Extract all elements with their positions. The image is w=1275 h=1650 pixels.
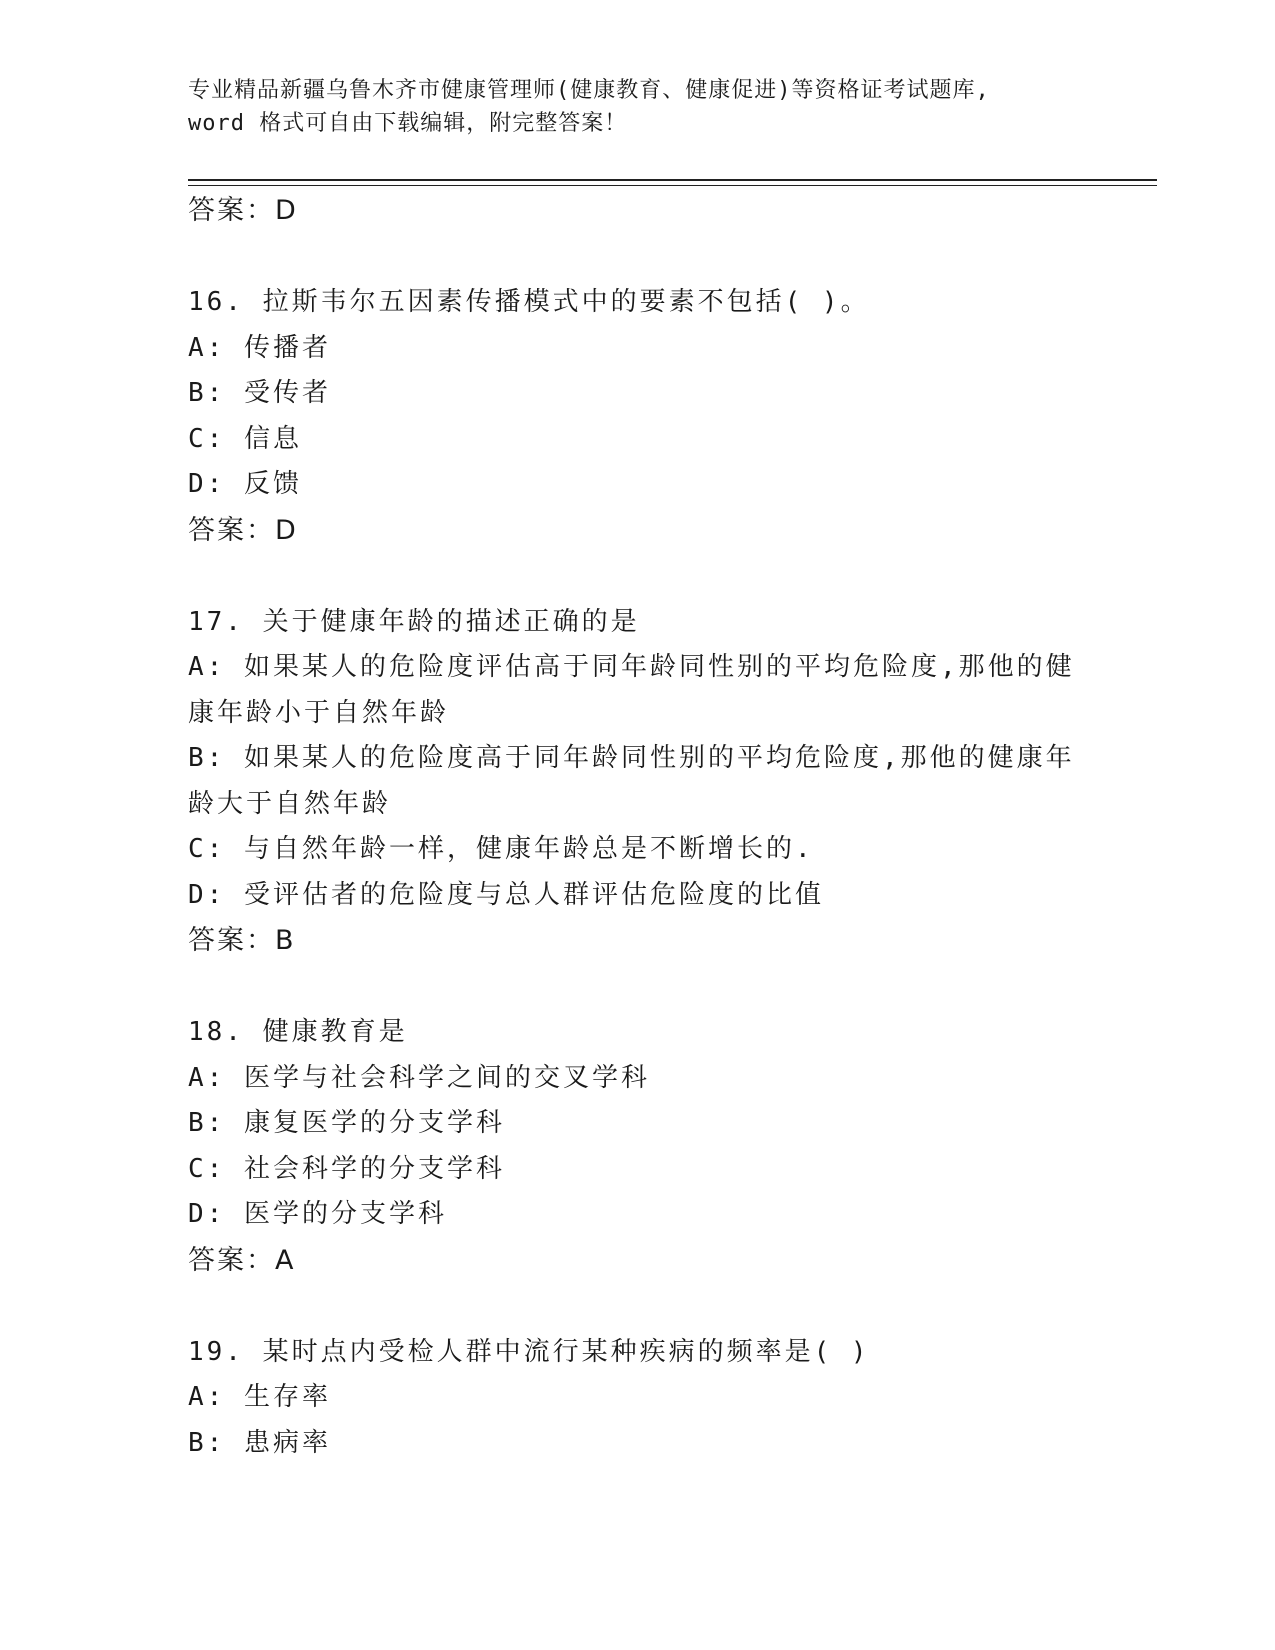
header-rule-thin: [188, 185, 1157, 186]
question-19: [188, 1330, 1088, 1467]
question-stem: 18. 健康教育是: [188, 1017, 408, 1047]
option-a: A: 生存率: [188, 1382, 331, 1412]
option-a: A: 医学与社会科学之间的交叉学科: [188, 1062, 650, 1093]
question-16: [188, 280, 1088, 554]
option-c: C: 信息: [188, 423, 302, 454]
option-b: B: 受传者: [188, 378, 331, 408]
option-b: B: 患病率: [188, 1427, 331, 1458]
question-stem: 16. 拉斯韦尔五因素传播模式中的要素不包括( )。: [188, 287, 870, 317]
question-17: [188, 600, 1088, 965]
header-line-1: 专业精品新疆乌鲁木齐市健康管理师(健康教育、健康促进)等资格证考试题库,: [188, 78, 990, 103]
question-stem: 17. 关于健康年龄的描述正确的是: [188, 606, 640, 637]
answer-16: 答案：D: [188, 514, 298, 546]
question-stem: 19. 某时点内受检人群中流行某种疾病的频率是( ): [188, 1336, 870, 1367]
option-d: D: 医学的分支学科: [188, 1199, 447, 1229]
option-b: B: 如果某人的危险度高于同年龄同性别的平均危险度,那他的健康年龄大于自然年龄: [188, 743, 1075, 819]
question-18: [188, 1010, 1088, 1284]
header-rule-thick: [188, 179, 1157, 181]
document-body: [188, 188, 1088, 1466]
answer-17: 答案：B: [188, 925, 296, 956]
option-d: D: 受评估者的危险度与总人群评估危险度的比值: [188, 879, 824, 910]
answer-15: 答案：D: [188, 195, 298, 226]
option-a: A: 传播者: [188, 332, 331, 363]
document-header: [188, 74, 1088, 140]
header-line-2: word 格式可自由下载编辑，附完整答案！: [188, 111, 628, 136]
option-c: C: 社会科学的分支学科: [188, 1153, 505, 1184]
option-d: D: 反馈: [188, 469, 302, 499]
option-c: C: 与自然年龄一样，健康年龄总是不断增长的.: [188, 834, 814, 864]
option-b: B: 康复医学的分支学科: [188, 1108, 505, 1138]
answer-18: 答案：A: [188, 1244, 296, 1276]
option-a: A: 如果某人的危险度评估高于同年龄同性别的平均危险度,那他的健康年龄小于自然年龄: [188, 652, 1075, 728]
